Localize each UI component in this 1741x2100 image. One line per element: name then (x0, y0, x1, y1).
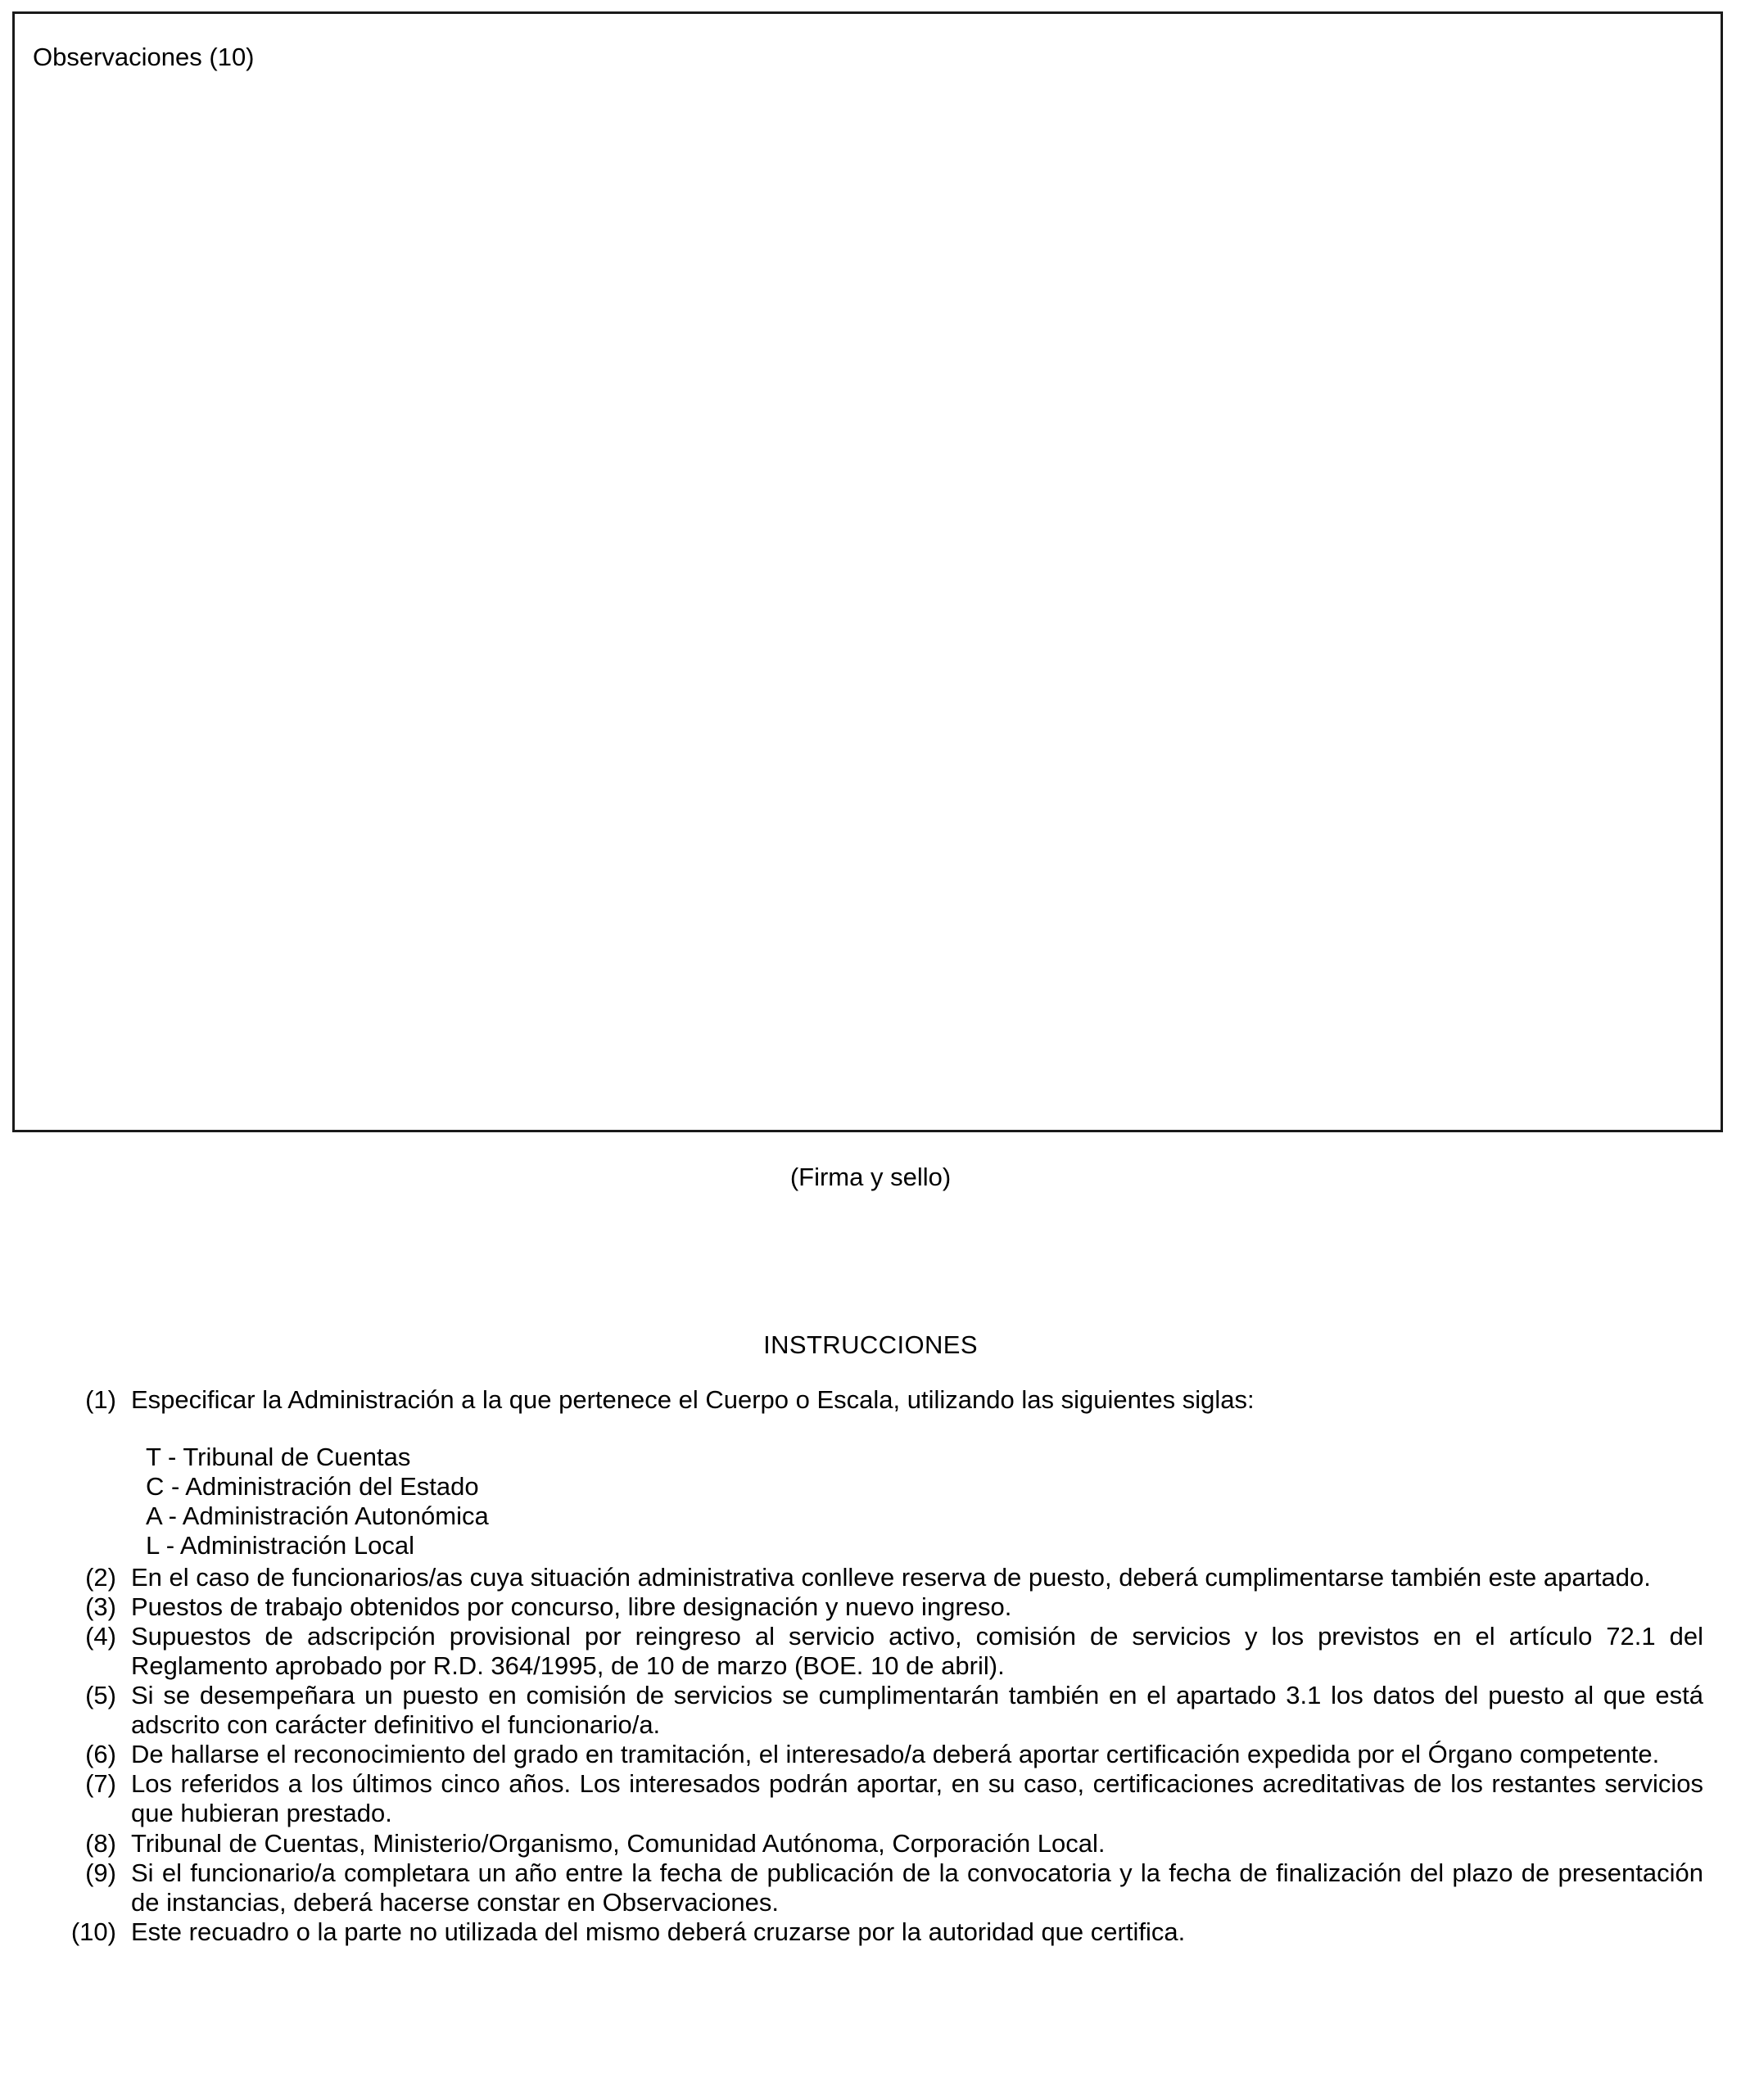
list-item-text: Si se desempeñara un puesto en comisión de servicios se cumplimentarán también en el apartado 3.1 los datos del puesto al que está adscrito con carácter definitivo el funcionario/a. (131, 1680, 1703, 1740)
list-item (41, 1563, 1703, 1592)
list-item-text: Tribunal de Cuentas, Ministerio/Organismo, Comunidad Autónoma, Corporación Local. (131, 1828, 1106, 1858)
siglas-line-c: C - Administración del Estado (146, 1472, 479, 1502)
list-item-marker: (3) (85, 1592, 116, 1621)
instrucciones-list (41, 1385, 1703, 1947)
list-item-text: Especificar la Administración a la que pertenece el Cuerpo o Escala, utilizando las siguientes siglas: (131, 1385, 1255, 1414)
siglas-line-a: A - Administración Autonómica (146, 1502, 489, 1531)
list-item (41, 1740, 1703, 1769)
list-item-marker: (1) (85, 1385, 116, 1414)
list-item-text: De hallarse el reconocimiento del grado en tramitación, el interesado/a deberá aportar certificación expedida por el Órgano competente. (131, 1740, 1660, 1769)
list-item-text: En el caso de funcionarios/as cuya situación administrativa conlleve reserva de puesto, deberá cumplimentarse también este apartado. (131, 1562, 1651, 1592)
list-item-marker: (8) (85, 1828, 116, 1858)
observaciones-label: Observaciones (10) (33, 43, 255, 71)
siglas-line-l: L - Administración Local (146, 1531, 414, 1560)
list-item-text: Si el funcionario/a completara un año entre la fecha de publicación de la convocatoria y la fecha de finalización del plazo de presentación de instancias, deberá hacerse constar en Observaciones. (131, 1858, 1703, 1917)
list-item-text: Este recuadro o la parte no utilizada del mismo deberá cruzarse por la autoridad que certifica. (131, 1917, 1186, 1946)
siglas-block (41, 1443, 1703, 1560)
list-item (41, 1769, 1703, 1828)
list-item-marker: (4) (85, 1621, 116, 1651)
siglas-line-t: T - Tribunal de Cuentas (146, 1443, 411, 1472)
list-item-marker: (2) (85, 1562, 116, 1592)
observaciones-box[interactable] (12, 11, 1723, 1132)
list-item (41, 1858, 1703, 1917)
list-item-marker: (5) (85, 1680, 116, 1709)
list-item-text: Los referidos a los últimos cinco años. Los interesados podrán aportar, en su caso, certificaciones acreditativas de los restantes servicios que hubieran prestado. (131, 1769, 1703, 1828)
list-item (41, 1681, 1703, 1740)
list-item-marker: (10) (70, 1917, 116, 1946)
list-item-marker: (7) (85, 1769, 116, 1799)
list-item (41, 1385, 1703, 1415)
list-item (41, 1592, 1703, 1622)
signature-caption: (Firma y sello) (789, 1163, 952, 1191)
list-item-text: Puestos de trabajo obtenidos por concurso, libre designación y nuevo ingreso. (131, 1592, 1012, 1621)
list-item-text: Supuestos de adscripción provisional por reingreso al servicio activo, comisión de servicios y los previstos en el artículo 72.1 del Reglamento aprobado por R.D. 364/1995, de 10 de marzo (BOE. 10 de abril). (131, 1621, 1703, 1680)
list-item (41, 1829, 1703, 1858)
list-item (41, 1917, 1703, 1947)
list-item (41, 1622, 1703, 1681)
list-item-marker: (9) (85, 1858, 116, 1887)
instrucciones-heading: INSTRUCCIONES (763, 1330, 978, 1359)
list-item-marker: (6) (85, 1740, 116, 1769)
